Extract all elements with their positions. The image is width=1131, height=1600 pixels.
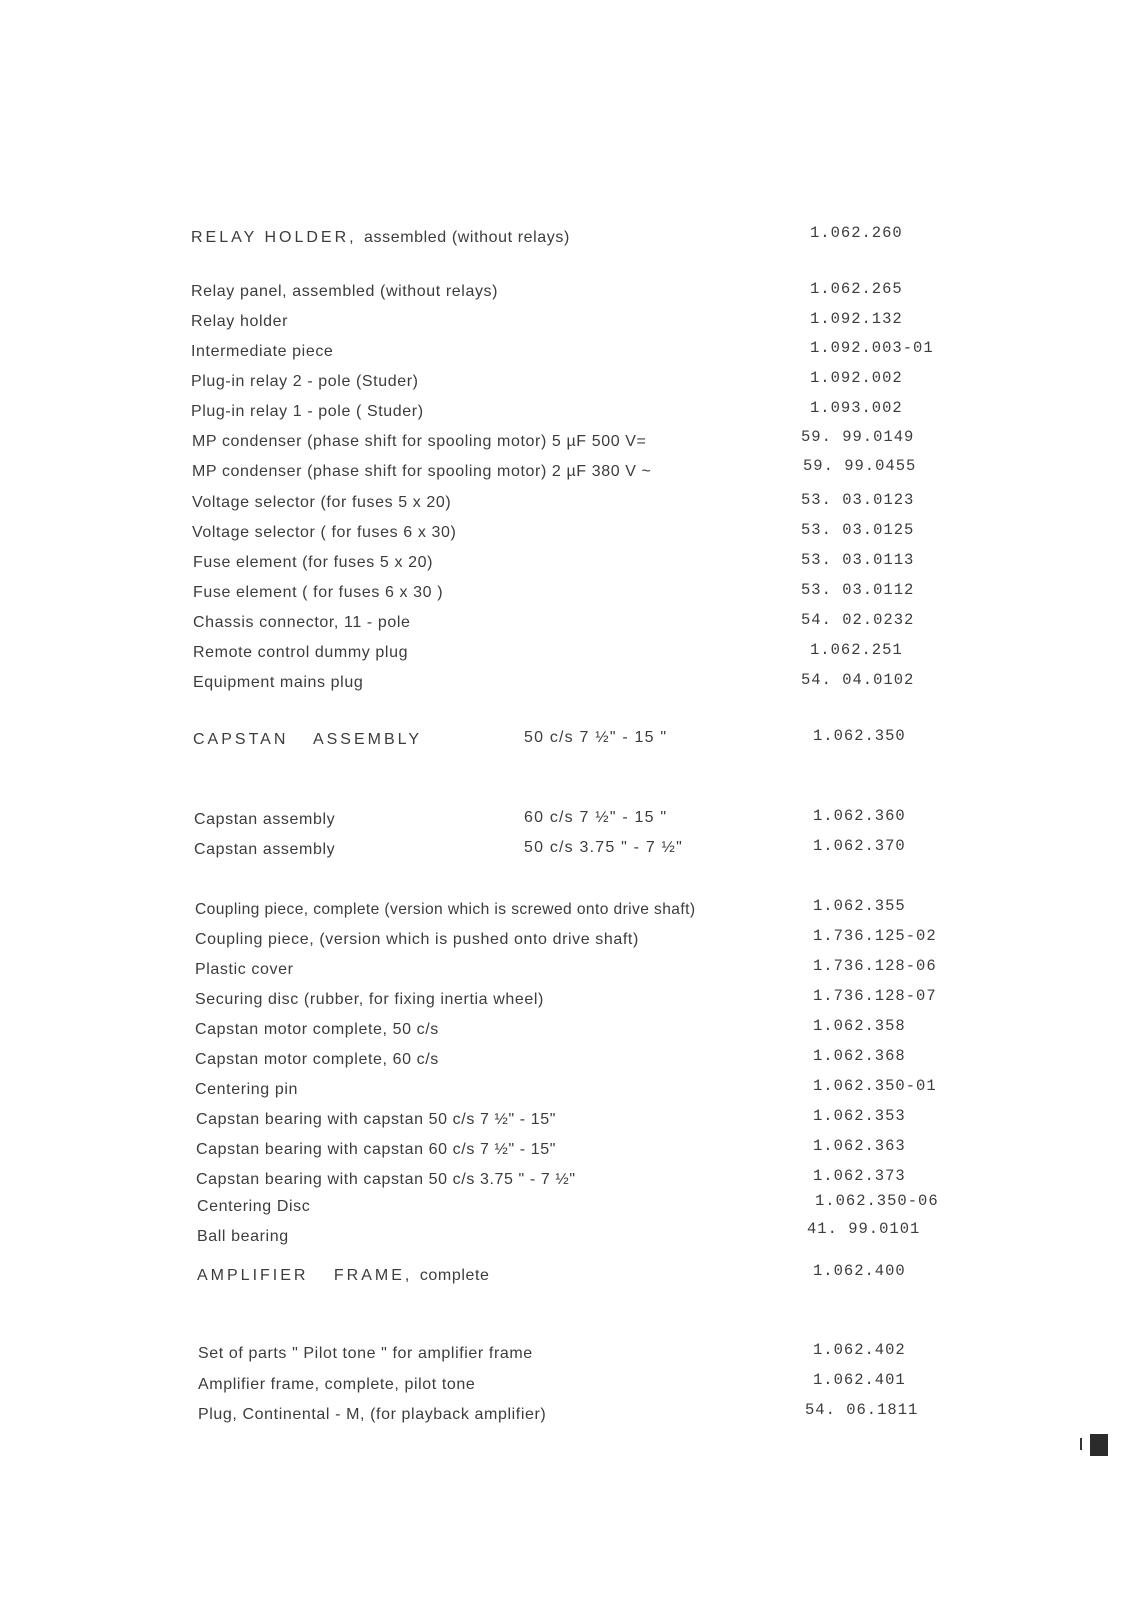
part-number: 1.062.355 bbox=[813, 897, 906, 915]
part-description: Remote control dummy plug bbox=[193, 644, 409, 661]
part-number: 41. 99.0101 bbox=[807, 1220, 921, 1238]
part-number: 1.062.402 bbox=[813, 1341, 906, 1359]
part-number: 54. 06.1811 bbox=[805, 1401, 919, 1419]
part-description: Relay holder bbox=[191, 313, 289, 330]
part-number: 53. 03.0112 bbox=[801, 581, 915, 599]
part-number: 1.062.260 bbox=[810, 224, 903, 242]
part-number: 1.092.002 bbox=[810, 369, 903, 387]
part-description: Coupling piece, (version which is pushed onto drive shaft) bbox=[195, 931, 639, 948]
part-description: Relay panel, assembled (without relays) bbox=[191, 283, 499, 300]
part-description: Set of parts " Pilot tone " for amplifier frame bbox=[198, 1345, 533, 1362]
part-number: 1.062.373 bbox=[813, 1167, 906, 1185]
part-number: 1.062.401 bbox=[813, 1371, 906, 1389]
section-heading-capstan-assembly: CAPSTAN ASSEMBLY bbox=[193, 731, 423, 748]
part-description: Intermediate piece bbox=[191, 343, 334, 360]
section-heading-relay-holder bbox=[191, 229, 570, 247]
part-description: Capstan motor complete, 50 c/s bbox=[195, 1021, 439, 1038]
part-number: 1.062.370 bbox=[813, 837, 906, 855]
part-description: Capstan assembly bbox=[194, 841, 336, 858]
part-number: 53. 03.0125 bbox=[801, 521, 915, 539]
part-number: 54. 02.0232 bbox=[801, 611, 915, 629]
part-description: Amplifier frame, complete, pilot tone bbox=[198, 1376, 476, 1393]
page-edge-tab bbox=[1090, 1434, 1108, 1456]
part-description: Ball bearing bbox=[197, 1228, 289, 1245]
part-number: 1.062.363 bbox=[813, 1137, 906, 1155]
part-description: Equipment mains plug bbox=[193, 674, 364, 691]
part-number: 1.062.350-06 bbox=[815, 1192, 939, 1210]
part-description: Capstan bearing with capstan 50 c/s 7 ½" - 15" bbox=[196, 1111, 557, 1128]
part-description: Capstan bearing with capstan 50 c/s 3.75 " - 7 ½" bbox=[196, 1171, 576, 1188]
section-heading-amplifier-frame bbox=[197, 1267, 490, 1285]
part-number: 53. 03.0123 bbox=[801, 491, 915, 509]
part-number: 1.062.358 bbox=[813, 1017, 906, 1035]
part-number: 53. 03.0113 bbox=[801, 551, 915, 569]
part-number: 59. 99.0149 bbox=[801, 428, 915, 446]
part-number: 54. 04.0102 bbox=[801, 671, 915, 689]
heading-rest: assembled (without relays) bbox=[364, 229, 570, 246]
part-description: Securing disc (rubber, for fixing inertia wheel) bbox=[195, 991, 544, 1008]
speed-spec: 60 c/s 7 ½" - 15 " bbox=[524, 809, 668, 826]
part-description: Fuse element (for fuses 5 x 20) bbox=[193, 554, 434, 571]
part-number: 1.736.125-02 bbox=[813, 927, 937, 945]
part-number: 1.736.128-07 bbox=[813, 987, 937, 1005]
part-description: Voltage selector (for fuses 5 x 20) bbox=[192, 494, 452, 511]
page-edge-mark bbox=[1080, 1438, 1082, 1450]
part-description: Plug-in relay 1 - pole ( Studer) bbox=[191, 403, 424, 420]
part-number: 1.062.368 bbox=[813, 1047, 906, 1065]
part-number: 1.092.003-01 bbox=[810, 339, 934, 357]
part-description: Coupling piece, complete (version which is screwed onto drive shaft) bbox=[195, 901, 696, 918]
part-description: Voltage selector ( for fuses 6 x 30) bbox=[192, 524, 457, 541]
part-description: Plug, Continental - M, (for playback amplifier) bbox=[198, 1406, 547, 1423]
part-number: 1.062.360 bbox=[813, 807, 906, 825]
part-number: 59. 99.0455 bbox=[803, 457, 917, 475]
part-number: 1.062.265 bbox=[810, 280, 903, 298]
part-number: 1.062.353 bbox=[813, 1107, 906, 1125]
part-number: 1.062.400 bbox=[813, 1262, 906, 1280]
part-description: MP condenser (phase shift for spooling motor) 2 µF 380 V ~ bbox=[192, 463, 652, 480]
part-description: Capstan bearing with capstan 60 c/s 7 ½" - 15" bbox=[196, 1141, 557, 1158]
part-number: 1.092.132 bbox=[810, 310, 903, 328]
heading-rest: complete bbox=[419, 1267, 490, 1284]
part-description: Capstan motor complete, 60 c/s bbox=[195, 1051, 439, 1068]
part-description: Centering Disc bbox=[197, 1198, 311, 1215]
part-number: 1.093.002 bbox=[810, 399, 903, 417]
part-number: 1.062.251 bbox=[810, 641, 903, 659]
part-description: Plastic cover bbox=[195, 961, 294, 978]
part-description: Centering pin bbox=[195, 1081, 298, 1098]
part-description: Capstan assembly bbox=[194, 811, 336, 828]
heading-caps: RELAY HOLDER, bbox=[191, 229, 357, 246]
part-description: Fuse element ( for fuses 6 x 30 ) bbox=[193, 584, 444, 601]
heading-caps: AMPLIFIER FRAME, bbox=[197, 1267, 413, 1284]
part-description: Plug-in relay 2 - pole (Studer) bbox=[191, 373, 419, 390]
speed-spec: 50 c/s 3.75 " - 7 ½" bbox=[524, 839, 683, 856]
part-number: 1.062.350-01 bbox=[813, 1077, 937, 1095]
part-description: MP condenser (phase shift for spooling motor) 5 µF 500 V= bbox=[192, 433, 647, 450]
speed-spec: 50 c/s 7 ½" - 15 " bbox=[524, 729, 668, 746]
part-number: 1.062.350 bbox=[813, 727, 906, 745]
part-number: 1.736.128-06 bbox=[813, 957, 937, 975]
part-description: Chassis connector, 11 - pole bbox=[193, 614, 411, 631]
